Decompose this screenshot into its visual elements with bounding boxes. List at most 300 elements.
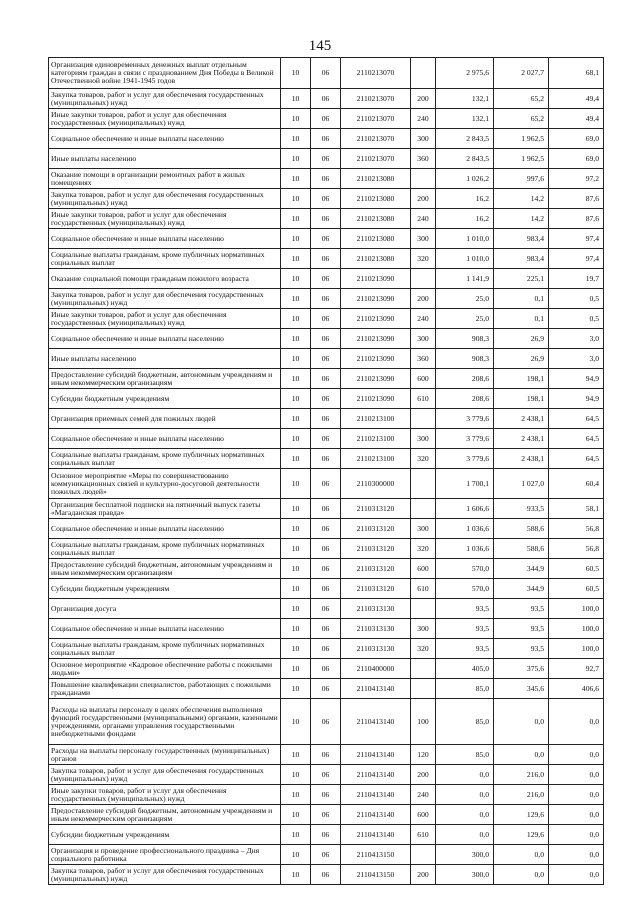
- row-actual-amount: 0,1: [494, 309, 549, 329]
- row-actual-amount: 0,0: [494, 865, 549, 885]
- row-section: 10: [281, 249, 311, 269]
- row-subsection: 06: [311, 289, 341, 309]
- table-row: [49, 349, 604, 369]
- row-subsection: 06: [311, 129, 341, 149]
- row-name: Закупка товаров, работ и услуг для обеспечения государственных (муниципальных) нужд: [49, 289, 281, 309]
- row-plan-amount: 0,0: [436, 825, 494, 845]
- row-actual-amount: 93,5: [494, 599, 549, 619]
- row-name: Организация приемных семей для пожилых людей: [49, 409, 281, 429]
- row-target-article: 2110313120: [341, 559, 411, 579]
- row-section: 10: [281, 679, 311, 699]
- row-expense-type: 610: [411, 825, 436, 845]
- row-expense-type: 300: [411, 229, 436, 249]
- row-expense-type: [411, 409, 436, 429]
- row-subsection: 06: [311, 639, 341, 659]
- row-subsection: 06: [311, 429, 341, 449]
- row-actual-amount: 983,4: [494, 249, 549, 269]
- row-plan-amount: 3 779,6: [436, 409, 494, 429]
- row-target-article: 2110400000: [341, 659, 411, 679]
- row-section: 10: [281, 865, 311, 885]
- row-subsection: 06: [311, 309, 341, 329]
- table-row: [49, 209, 604, 229]
- row-plan-amount: 25,0: [436, 309, 494, 329]
- row-plan-amount: 405,0: [436, 659, 494, 679]
- row-name: Предоставление субсидий бюджетным, автономным учреждениям и иным некоммерческим организациям: [49, 369, 281, 389]
- row-percent: 0,5: [549, 309, 604, 329]
- table-row: [49, 58, 604, 89]
- row-name: Социальные выплаты гражданам, кроме публичных нормативных социальных выплат: [49, 639, 281, 659]
- row-actual-amount: 344,9: [494, 559, 549, 579]
- row-name: Социальное обеспечение и иные выплаты населению: [49, 129, 281, 149]
- row-section: 10: [281, 579, 311, 599]
- row-subsection: 06: [311, 58, 341, 89]
- row-percent: 19,7: [549, 269, 604, 289]
- row-section: 10: [281, 229, 311, 249]
- row-expense-type: 600: [411, 805, 436, 825]
- row-plan-amount: 1 700,1: [436, 469, 494, 499]
- row-plan-amount: 93,5: [436, 619, 494, 639]
- row-target-article: 2110413150: [341, 865, 411, 885]
- row-plan-amount: 1 036,6: [436, 519, 494, 539]
- row-actual-amount: 2 438,1: [494, 429, 549, 449]
- row-expense-type: 320: [411, 639, 436, 659]
- row-target-article: 2110413140: [341, 679, 411, 699]
- row-percent: 60,5: [549, 559, 604, 579]
- row-section: 10: [281, 845, 311, 865]
- row-name: Субсидии бюджетным учреждениям: [49, 579, 281, 599]
- row-plan-amount: 908,3: [436, 329, 494, 349]
- row-plan-amount: 2 843,5: [436, 129, 494, 149]
- row-percent: 97,4: [549, 249, 604, 269]
- table-row: [49, 559, 604, 579]
- row-target-article: 2110213090: [341, 309, 411, 329]
- row-section: 10: [281, 639, 311, 659]
- row-expense-type: 200: [411, 89, 436, 109]
- row-actual-amount: 129,6: [494, 805, 549, 825]
- row-target-article: 2110213090: [341, 369, 411, 389]
- row-subsection: 06: [311, 539, 341, 559]
- row-expense-type: 360: [411, 149, 436, 169]
- row-target-article: 2110413150: [341, 845, 411, 865]
- row-subsection: 06: [311, 619, 341, 639]
- row-subsection: 06: [311, 109, 341, 129]
- row-section: 10: [281, 109, 311, 129]
- row-subsection: 06: [311, 389, 341, 409]
- row-percent: 94,9: [549, 369, 604, 389]
- row-plan-amount: 1 010,0: [436, 249, 494, 269]
- row-percent: 100,0: [549, 599, 604, 619]
- row-plan-amount: 0,0: [436, 785, 494, 805]
- row-subsection: 06: [311, 699, 341, 745]
- row-name: Социальные выплаты гражданам, кроме публичных нормативных социальных выплат: [49, 539, 281, 559]
- row-percent: 87,6: [549, 189, 604, 209]
- table-row: [49, 699, 604, 745]
- row-actual-amount: 93,5: [494, 639, 549, 659]
- row-actual-amount: 983,4: [494, 229, 549, 249]
- row-section: 10: [281, 805, 311, 825]
- row-expense-type: 200: [411, 765, 436, 785]
- row-actual-amount: 933,5: [494, 499, 549, 519]
- row-section: 10: [281, 519, 311, 539]
- row-name: Закупка товаров, работ и услуг для обеспечения государственных (муниципальных) нужд: [49, 189, 281, 209]
- row-name: Социальное обеспечение и иные выплаты населению: [49, 429, 281, 449]
- row-section: 10: [281, 785, 311, 805]
- row-percent: 92,7: [549, 659, 604, 679]
- row-name: Социальные выплаты гражданам, кроме публичных нормативных социальных выплат: [49, 249, 281, 269]
- row-actual-amount: 198,1: [494, 369, 549, 389]
- row-percent: 56,8: [549, 519, 604, 539]
- row-percent: 0,0: [549, 825, 604, 845]
- table-row: [49, 289, 604, 309]
- row-name: Субсидии бюджетным учреждениям: [49, 389, 281, 409]
- row-plan-amount: 2 843,5: [436, 149, 494, 169]
- row-plan-amount: 85,0: [436, 699, 494, 745]
- row-expense-type: 320: [411, 539, 436, 559]
- row-target-article: 2110413140: [341, 699, 411, 745]
- row-subsection: 06: [311, 785, 341, 805]
- table-row: [49, 149, 604, 169]
- table-row: [49, 229, 604, 249]
- row-subsection: 06: [311, 169, 341, 189]
- row-expense-type: 200: [411, 189, 436, 209]
- table-row: [49, 129, 604, 149]
- row-section: 10: [281, 499, 311, 519]
- row-percent: 0,0: [549, 805, 604, 825]
- row-percent: 406,6: [549, 679, 604, 699]
- row-plan-amount: 1 036,6: [436, 539, 494, 559]
- row-percent: 3,0: [549, 349, 604, 369]
- row-percent: 97,2: [549, 169, 604, 189]
- row-name: Организация досуга: [49, 599, 281, 619]
- row-percent: 68,1: [549, 58, 604, 89]
- table-row: [49, 845, 604, 865]
- row-actual-amount: 65,2: [494, 89, 549, 109]
- row-percent: 60,5: [549, 579, 604, 599]
- row-section: 10: [281, 539, 311, 559]
- page-number: 145: [308, 38, 332, 54]
- budget-table: [48, 57, 604, 885]
- row-percent: 100,0: [549, 619, 604, 639]
- row-expense-type: 240: [411, 209, 436, 229]
- row-target-article: 2110313130: [341, 599, 411, 619]
- row-target-article: 2110413140: [341, 765, 411, 785]
- row-target-article: 2110313130: [341, 619, 411, 639]
- row-percent: 49,4: [549, 89, 604, 109]
- row-plan-amount: 3 779,6: [436, 449, 494, 469]
- table-row: [49, 519, 604, 539]
- table-row: [49, 249, 604, 269]
- row-subsection: 06: [311, 679, 341, 699]
- row-expense-type: [411, 58, 436, 89]
- row-target-article: 2110213070: [341, 109, 411, 129]
- row-name: Иные выплаты населению: [49, 149, 281, 169]
- row-percent: 0,0: [549, 745, 604, 765]
- row-subsection: 06: [311, 659, 341, 679]
- row-actual-amount: 997,6: [494, 169, 549, 189]
- table-row: [49, 89, 604, 109]
- row-subsection: 06: [311, 369, 341, 389]
- row-percent: 3,0: [549, 329, 604, 349]
- row-target-article: 2110413140: [341, 805, 411, 825]
- row-expense-type: 100: [411, 699, 436, 745]
- row-target-article: 2110213100: [341, 409, 411, 429]
- row-name: Социальное обеспечение и иные выплаты населению: [49, 229, 281, 249]
- row-expense-type: 600: [411, 369, 436, 389]
- row-percent: 0,0: [549, 785, 604, 805]
- row-expense-type: 320: [411, 249, 436, 269]
- row-expense-type: 300: [411, 519, 436, 539]
- row-target-article: 2110213080: [341, 209, 411, 229]
- row-expense-type: 200: [411, 865, 436, 885]
- row-subsection: 06: [311, 865, 341, 885]
- row-actual-amount: 26,9: [494, 349, 549, 369]
- row-plan-amount: 132,1: [436, 109, 494, 129]
- row-actual-amount: 216,0: [494, 765, 549, 785]
- table-row: [49, 499, 604, 519]
- row-section: 10: [281, 269, 311, 289]
- row-name: Предоставление субсидий бюджетным, автономным учреждениям и иным некоммерческим организациям: [49, 805, 281, 825]
- row-actual-amount: 588,6: [494, 519, 549, 539]
- row-target-article: 2110213100: [341, 449, 411, 469]
- row-section: 10: [281, 409, 311, 429]
- row-name: Социальные выплаты гражданам, кроме публичных нормативных социальных выплат: [49, 449, 281, 469]
- row-expense-type: 240: [411, 309, 436, 329]
- row-name: Оказание социальной помощи гражданам пожилого возраста: [49, 269, 281, 289]
- row-percent: 49,4: [549, 109, 604, 129]
- row-subsection: 06: [311, 765, 341, 785]
- row-section: 10: [281, 659, 311, 679]
- row-plan-amount: 16,2: [436, 209, 494, 229]
- row-target-article: 2110213070: [341, 149, 411, 169]
- row-plan-amount: 3 779,6: [436, 429, 494, 449]
- row-actual-amount: 14,2: [494, 209, 549, 229]
- row-plan-amount: 300,0: [436, 865, 494, 885]
- row-name: Расходы на выплаты персоналу государственных (муниципальных) органов: [49, 745, 281, 765]
- row-section: 10: [281, 389, 311, 409]
- row-subsection: 06: [311, 329, 341, 349]
- row-target-article: 2110413140: [341, 745, 411, 765]
- table-row: [49, 619, 604, 639]
- row-expense-type: 600: [411, 559, 436, 579]
- row-expense-type: 610: [411, 389, 436, 409]
- row-section: 10: [281, 189, 311, 209]
- row-plan-amount: 85,0: [436, 745, 494, 765]
- row-section: 10: [281, 169, 311, 189]
- row-section: 10: [281, 619, 311, 639]
- row-expense-type: 240: [411, 109, 436, 129]
- row-subsection: 06: [311, 229, 341, 249]
- row-actual-amount: 26,9: [494, 329, 549, 349]
- row-plan-amount: 570,0: [436, 579, 494, 599]
- row-target-article: 2110313120: [341, 519, 411, 539]
- row-percent: 0,0: [549, 845, 604, 865]
- row-actual-amount: 588,6: [494, 539, 549, 559]
- row-name: Закупка товаров, работ и услуг для обеспечения государственных (муниципальных) нужд: [49, 765, 281, 785]
- row-subsection: 06: [311, 189, 341, 209]
- row-actual-amount: 225,1: [494, 269, 549, 289]
- row-plan-amount: 132,1: [436, 89, 494, 109]
- row-actual-amount: 375,6: [494, 659, 549, 679]
- row-target-article: 2110213070: [341, 89, 411, 109]
- row-actual-amount: 1 962,5: [494, 149, 549, 169]
- row-actual-amount: 344,9: [494, 579, 549, 599]
- row-target-article: 2110213090: [341, 389, 411, 409]
- row-expense-type: 300: [411, 129, 436, 149]
- row-subsection: 06: [311, 449, 341, 469]
- row-percent: 56,8: [549, 539, 604, 559]
- row-section: 10: [281, 369, 311, 389]
- row-name: Организация единовременных денежных выплат отдельным категориям граждан в связи с празднованием Дня Победы в Великой Отечественной войне 1941-1945 годов: [49, 58, 281, 89]
- row-percent: 97,4: [549, 229, 604, 249]
- row-plan-amount: 93,5: [436, 599, 494, 619]
- row-actual-amount: 0,0: [494, 845, 549, 865]
- row-actual-amount: 216,0: [494, 785, 549, 805]
- row-target-article: 2110213100: [341, 429, 411, 449]
- row-section: 10: [281, 559, 311, 579]
- row-name: Предоставление субсидий бюджетным, автономным учреждениям и иным некоммерческим организациям: [49, 559, 281, 579]
- row-expense-type: 200: [411, 289, 436, 309]
- row-plan-amount: 25,0: [436, 289, 494, 309]
- row-percent: 69,0: [549, 149, 604, 169]
- row-expense-type: [411, 169, 436, 189]
- row-percent: 69,0: [549, 129, 604, 149]
- row-subsection: 06: [311, 349, 341, 369]
- row-percent: 0,5: [549, 289, 604, 309]
- table-row: [49, 539, 604, 559]
- row-name: Организация бесплатной подписки на пятничный выпуск газеты «Магаданская правда»: [49, 499, 281, 519]
- table-row: [49, 825, 604, 845]
- row-actual-amount: 0,1: [494, 289, 549, 309]
- row-plan-amount: 570,0: [436, 559, 494, 579]
- row-percent: 0,0: [549, 765, 604, 785]
- table-row: [49, 269, 604, 289]
- table-row: [49, 639, 604, 659]
- row-plan-amount: 2 975,6: [436, 58, 494, 89]
- row-subsection: 06: [311, 519, 341, 539]
- row-actual-amount: 0,0: [494, 699, 549, 745]
- row-section: 10: [281, 89, 311, 109]
- row-expense-type: [411, 845, 436, 865]
- row-plan-amount: 93,5: [436, 639, 494, 659]
- row-name: Иные закупки товаров, работ и услуг для обеспечения государственных (муниципальных) нужд: [49, 309, 281, 329]
- row-expense-type: [411, 469, 436, 499]
- row-percent: 64,5: [549, 429, 604, 449]
- row-expense-type: [411, 599, 436, 619]
- row-target-article: 2110213080: [341, 169, 411, 189]
- row-actual-amount: 93,5: [494, 619, 549, 639]
- row-target-article: 2110213070: [341, 129, 411, 149]
- row-name: Социальное обеспечение и иные выплаты населению: [49, 519, 281, 539]
- row-section: 10: [281, 825, 311, 845]
- table-row: [49, 429, 604, 449]
- row-expense-type: 240: [411, 785, 436, 805]
- row-expense-type: 320: [411, 449, 436, 469]
- row-expense-type: 300: [411, 429, 436, 449]
- row-plan-amount: 300,0: [436, 845, 494, 865]
- table-row: [49, 805, 604, 825]
- row-subsection: 06: [311, 845, 341, 865]
- table-row: [49, 309, 604, 329]
- row-section: 10: [281, 129, 311, 149]
- row-subsection: 06: [311, 89, 341, 109]
- row-section: 10: [281, 349, 311, 369]
- row-expense-type: [411, 659, 436, 679]
- row-subsection: 06: [311, 559, 341, 579]
- row-section: 10: [281, 699, 311, 745]
- row-target-article: 2110213070: [341, 58, 411, 89]
- row-section: 10: [281, 309, 311, 329]
- row-name: Социальное обеспечение и иные выплаты населению: [49, 619, 281, 639]
- row-plan-amount: 0,0: [436, 805, 494, 825]
- row-plan-amount: 0,0: [436, 765, 494, 785]
- row-target-article: 2110213080: [341, 229, 411, 249]
- table-row: [49, 679, 604, 699]
- row-subsection: 06: [311, 209, 341, 229]
- table-row: [49, 659, 604, 679]
- table-row: [49, 865, 604, 885]
- row-actual-amount: 1 962,5: [494, 129, 549, 149]
- row-section: 10: [281, 469, 311, 499]
- row-subsection: 06: [311, 149, 341, 169]
- row-target-article: 2110213080: [341, 189, 411, 209]
- row-subsection: 06: [311, 409, 341, 429]
- row-actual-amount: 2 438,1: [494, 409, 549, 429]
- row-name: Иные выплаты населению: [49, 349, 281, 369]
- table-row: [49, 189, 604, 209]
- row-plan-amount: 1 026,2: [436, 169, 494, 189]
- row-plan-amount: 908,3: [436, 349, 494, 369]
- row-target-article: 2110300000: [341, 469, 411, 499]
- row-expense-type: 360: [411, 349, 436, 369]
- row-target-article: 2110413140: [341, 825, 411, 845]
- row-percent: 64,5: [549, 409, 604, 429]
- row-name: Социальное обеспечение и иные выплаты населению: [49, 329, 281, 349]
- row-subsection: 06: [311, 599, 341, 619]
- row-actual-amount: 1 027,0: [494, 469, 549, 499]
- row-target-article: 2110313130: [341, 639, 411, 659]
- row-expense-type: 300: [411, 619, 436, 639]
- row-actual-amount: 129,6: [494, 825, 549, 845]
- row-section: 10: [281, 429, 311, 449]
- row-section: 10: [281, 58, 311, 89]
- row-target-article: 2110213090: [341, 289, 411, 309]
- row-name: Организация и проведение профессионального праздника – Дня социального работника: [49, 845, 281, 865]
- row-subsection: 06: [311, 805, 341, 825]
- row-expense-type: [411, 269, 436, 289]
- table-row: [49, 409, 604, 429]
- row-section: 10: [281, 209, 311, 229]
- row-percent: 64,5: [549, 449, 604, 469]
- row-percent: 100,0: [549, 639, 604, 659]
- row-percent: 58,1: [549, 499, 604, 519]
- table-row: [49, 745, 604, 765]
- row-subsection: 06: [311, 579, 341, 599]
- row-actual-amount: 65,2: [494, 109, 549, 129]
- table-row: [49, 389, 604, 409]
- table-row: [49, 449, 604, 469]
- table-row: [49, 169, 604, 189]
- row-expense-type: 610: [411, 579, 436, 599]
- row-name: Основное мероприятие «Кадровое обеспечение работы с пожилыми людьми»: [49, 659, 281, 679]
- row-actual-amount: 14,2: [494, 189, 549, 209]
- row-section: 10: [281, 449, 311, 469]
- row-name: Закупка товаров, работ и услуг для обеспечения государственных (муниципальных) нужд: [49, 89, 281, 109]
- row-name: Основное мероприятие «Меры по совершенствованию коммуникационных связей и культурно-досуговой деятельности пожилых людей»: [49, 469, 281, 499]
- row-subsection: 06: [311, 469, 341, 499]
- row-expense-type: 120: [411, 745, 436, 765]
- row-plan-amount: 16,2: [436, 189, 494, 209]
- row-percent: 0,0: [549, 699, 604, 745]
